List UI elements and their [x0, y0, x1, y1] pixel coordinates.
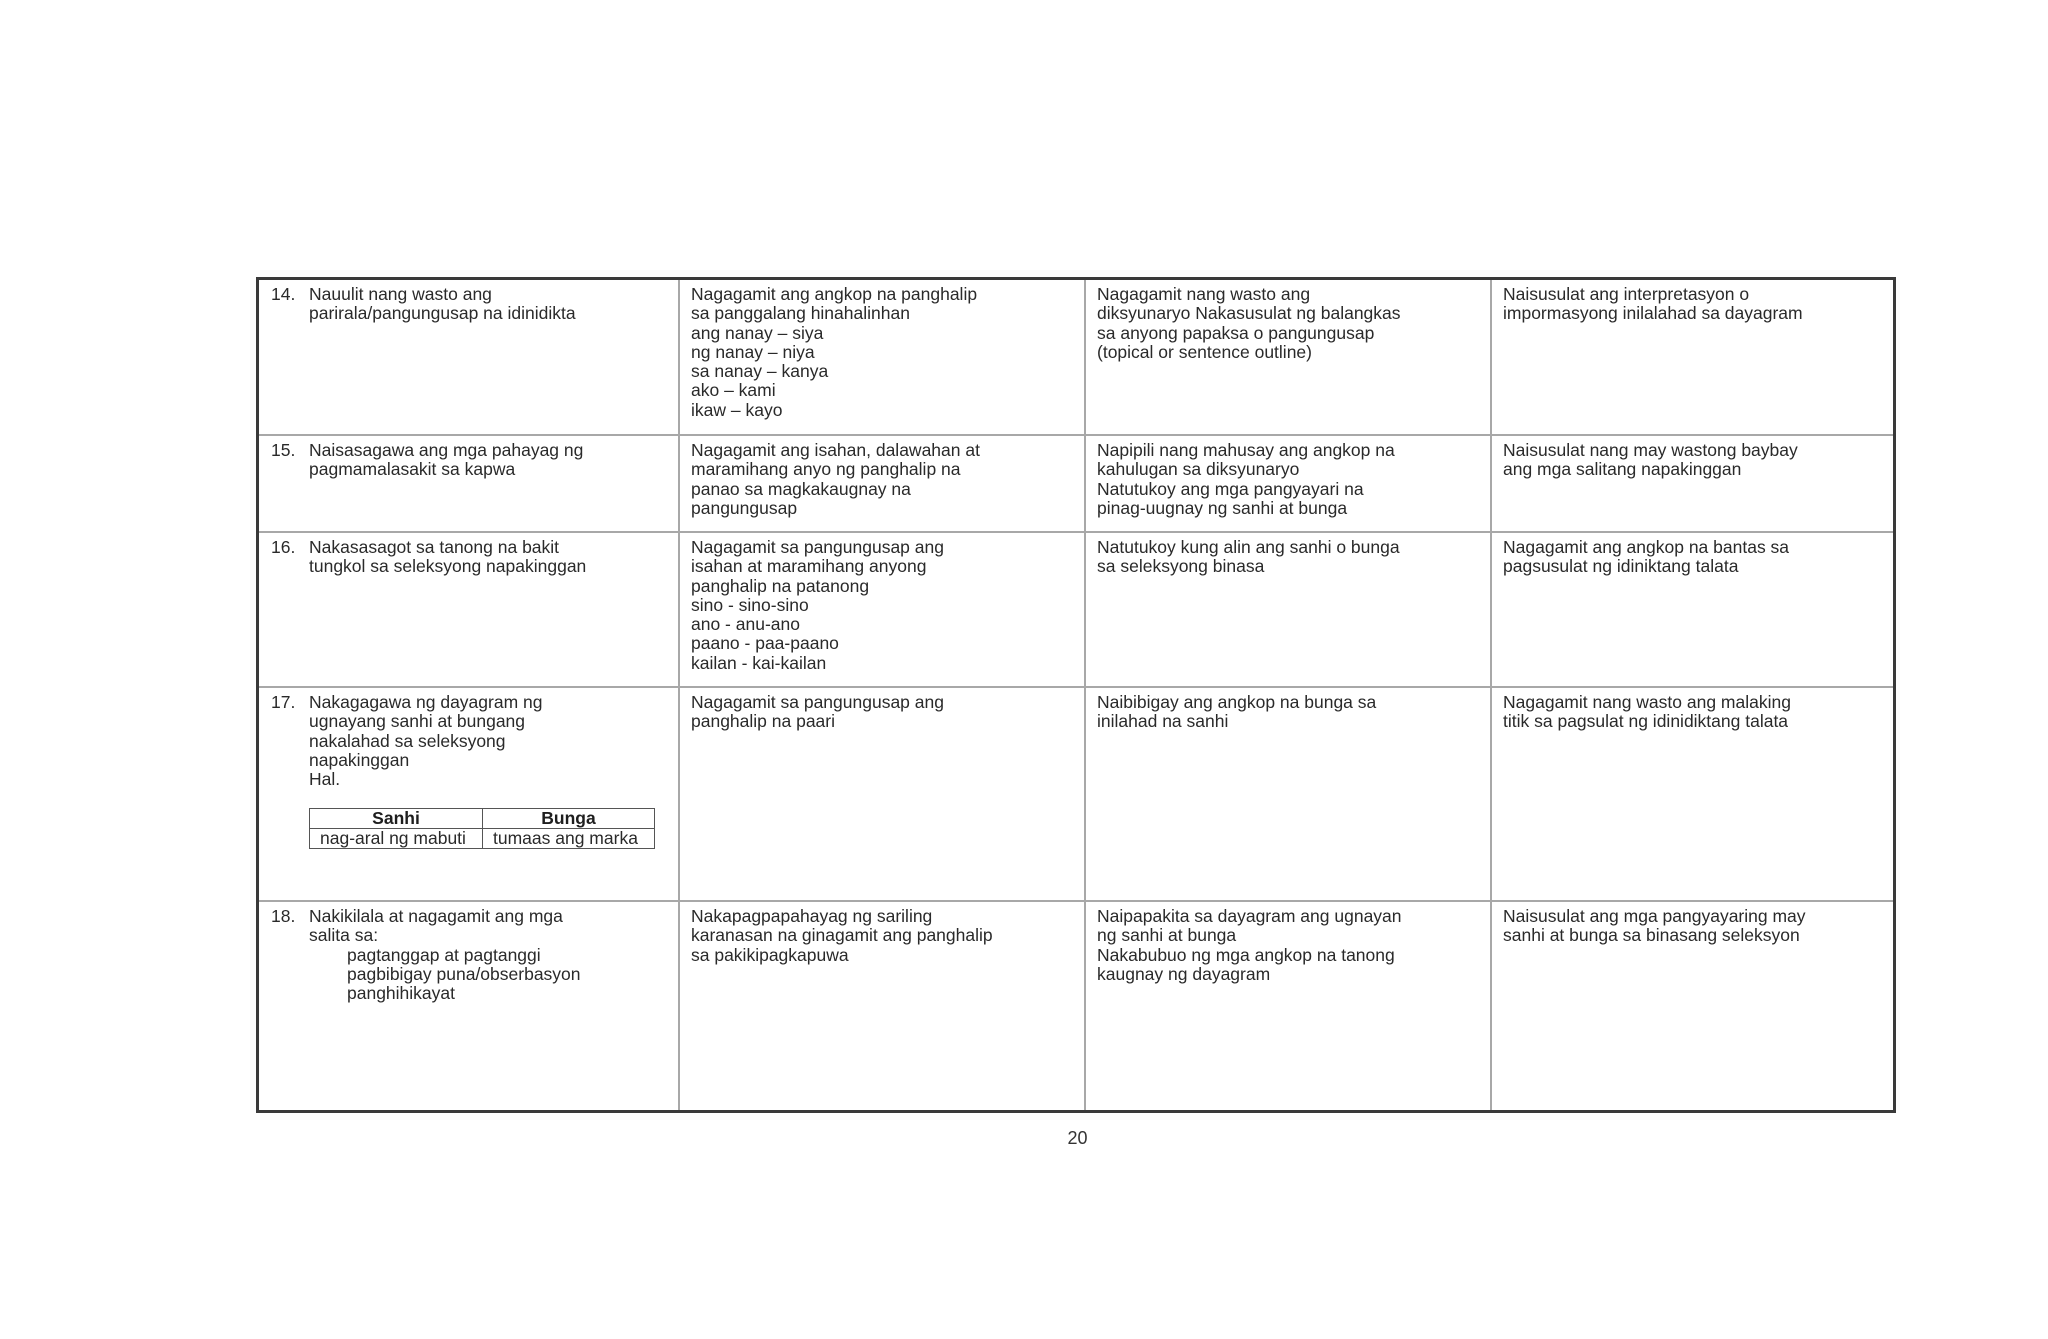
row-18-col-2: Nakapagpapahayag ng sariling karanasan na ginagamit ang panghalip sa pakikipagkapuwa — [680, 902, 1086, 1110]
competency-table — [256, 277, 1896, 1113]
row-16-col-2: Nagagamit sa pangungusap ang isahan at maramihang anyong panghalip na patanong sino - sino-sino ano - anu-ano paano - paa-paano kailan - kai-kailan — [680, 533, 1086, 688]
row-17-col-4: Nagagamit nang wasto ang malaking titik sa pagsulat ng idinidiktang talata — [1492, 688, 1893, 902]
row-16-col-1: 16. Nakasasagot sa tanong na bakit tungkol sa seleksyong napakinggan — [259, 533, 680, 688]
row-16-col-4: Nagagamit ang angkop na bantas sa pagsusulat ng idiniktang talata — [1492, 533, 1893, 688]
row-15-col-2: Nagagamit ang isahan, dalawahan at maramihang anyo ng panghalip na panao sa magkakaugnay na pangungusap — [680, 436, 1086, 533]
header-bunga: Bunga — [483, 809, 655, 829]
row-17-col-2: Nagagamit sa pangungusap ang panghalip na paari — [680, 688, 1086, 902]
page-number: 20 — [1067, 1128, 1088, 1148]
row-17-col-1: 17. Nakagagawa ng dayagram ng ugnayang sanhi at bungang nakalahad sa seleksyong napakinggan Hal. Sanhi Bunga nag-aral ng mabuti tumaas ang marka — [259, 688, 680, 902]
row-18-col-1: 18. Nakikilala at nagagamit ang mga salita sa: pagtanggap at pagtanggi pagbibigay puna/obserbasyon panghihikayat — [259, 902, 680, 1110]
row-14-col-1: 14. Nauulit nang wasto ang parirala/pangungusap na idinidikta — [259, 280, 680, 436]
row-number: 17. — [271, 692, 296, 712]
sanhi-bunga-example-table — [309, 808, 655, 849]
header-sanhi: Sanhi — [310, 809, 483, 829]
row-14-col-2: Nagagamit ang angkop na panghalip sa panggalang hinahalinhan ang nanay – siya ng nanay – niya sa nanay – kanya ako – kami ikaw – kayo — [680, 280, 1086, 436]
row-14-col-4: Naisusulat ang interpretasyon o impormasyong inilalahad sa dayagram — [1492, 280, 1893, 436]
row-14-col-3: Nagagamit nang wasto ang diksyunaryo Nakasusulat ng balangkas sa anyong papaksa o pangungusap (topical or sentence outline) — [1086, 280, 1492, 436]
row-15-col-4: Naisusulat nang may wastong baybay ang mga salitang napakinggan — [1492, 436, 1893, 533]
row-15-col-1: 15. Naisasagawa ang mga pahayag ng pagmamalasakit sa kapwa — [259, 436, 680, 533]
cell-bunga: tumaas ang marka — [483, 829, 655, 849]
row-18-col-3: Naipapakita sa dayagram ang ugnayan ng sanhi at bunga Nakabubuo ng mga angkop na tanong kaugnay ng dayagram — [1086, 902, 1492, 1110]
row-17-col-3: Naibibigay ang angkop na bunga sa inilahad na sanhi — [1086, 688, 1492, 902]
row-number: 14. — [271, 284, 296, 304]
row-18-col-4: Naisusulat ang mga pangyayaring may sanhi at bunga sa binasang seleksyon — [1503, 906, 1806, 946]
row-16-col-3: Natutukoy kung alin ang sanhi o bunga sa seleksyong binasa — [1086, 533, 1492, 688]
cell-sanhi: nag-aral ng mabuti — [310, 829, 483, 849]
row-number: 16. — [271, 537, 296, 557]
row-15-col-3: Napipili nang mahusay ang angkop na kahulugan sa diksyunaryo Natutukoy ang mga pangyayari na pinag-uugnay ng sanhi at bunga — [1086, 436, 1492, 533]
row-number: 18. — [271, 906, 296, 926]
row-number: 15. — [271, 440, 296, 460]
